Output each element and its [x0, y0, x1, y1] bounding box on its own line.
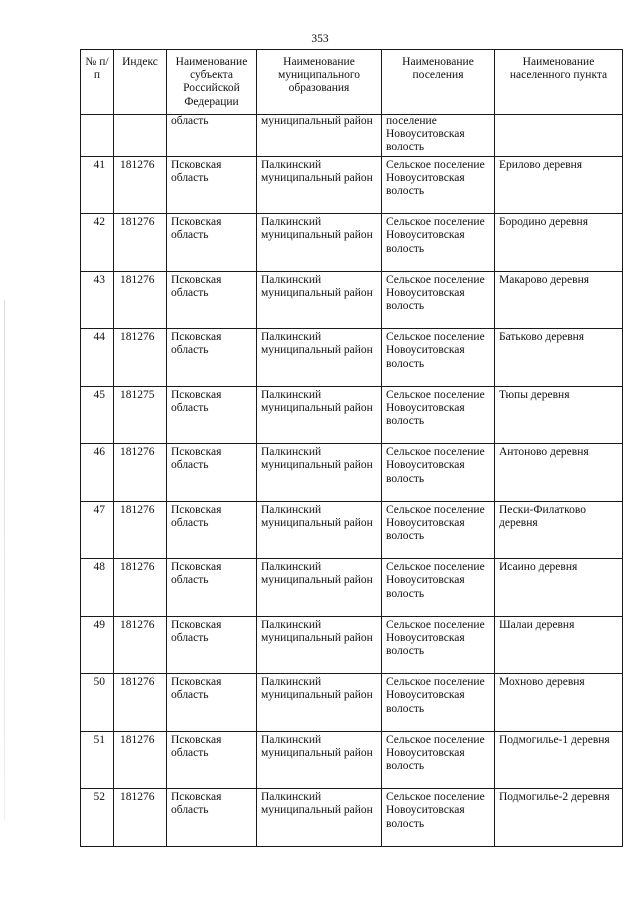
page-number: 353 — [311, 33, 329, 45]
row-locality: Пески-Филатково деревня — [495, 501, 623, 559]
table-row — [81, 271, 623, 329]
cont-index — [114, 115, 167, 157]
localities-table — [80, 49, 623, 847]
row-num: 50 — [81, 674, 114, 732]
row-index: 181275 — [114, 386, 167, 444]
row-locality: Батьково деревня — [495, 329, 623, 387]
cont-num — [81, 115, 114, 157]
row-settlement: Сельское поселение Новоуситовская волость — [382, 444, 495, 502]
row-subject: Псковская область — [167, 386, 257, 444]
row-settlement: Сельское поселение Новоуситовская волость — [382, 156, 495, 214]
row-municipality: Палкинский муниципальный район — [257, 674, 382, 732]
table-row — [81, 559, 623, 617]
row-locality: Исаино деревня — [495, 559, 623, 617]
row-subject: Псковская область — [167, 559, 257, 617]
row-locality: Ерилово деревня — [495, 156, 623, 214]
cont-locality — [495, 115, 623, 157]
row-locality: Мохново деревня — [495, 674, 623, 732]
table-row — [81, 329, 623, 387]
table-header-row — [81, 50, 623, 115]
row-settlement: Сельское поселение Новоуситовская волость — [382, 271, 495, 329]
row-municipality: Палкинский муниципальный район — [257, 501, 382, 559]
row-municipality: Палкинский муниципальный район — [257, 156, 382, 214]
row-num: 45 — [81, 386, 114, 444]
row-municipality: Палкинский муниципальный район — [257, 789, 382, 847]
header-settlement: Наименование поселения — [382, 50, 495, 115]
row-index: 181276 — [114, 444, 167, 502]
row-num: 44 — [81, 329, 114, 387]
row-locality: Подмогилье-2 деревня — [495, 789, 623, 847]
row-settlement: Сельское поселение Новоуситовская волость — [382, 616, 495, 674]
row-settlement: Сельское поселение Новоуситовская волость — [382, 789, 495, 847]
row-num: 52 — [81, 789, 114, 847]
row-settlement: Сельское поселение Новоуситовская волость — [382, 501, 495, 559]
row-municipality: Палкинский муниципальный район — [257, 559, 382, 617]
row-num: 49 — [81, 616, 114, 674]
cont-municipality: муниципальный район — [257, 115, 382, 157]
row-subject: Псковская область — [167, 674, 257, 732]
row-index: 181276 — [114, 156, 167, 214]
row-index: 181276 — [114, 329, 167, 387]
table-row — [81, 731, 623, 789]
row-subject: Псковская область — [167, 329, 257, 387]
row-settlement: Сельское поселение Новоуситовская волость — [382, 386, 495, 444]
row-settlement: Сельское поселение Новоуситовская волость — [382, 329, 495, 387]
table-row — [81, 789, 623, 847]
row-num: 51 — [81, 731, 114, 789]
row-municipality: Палкинский муниципальный район — [257, 271, 382, 329]
row-municipality: Палкинский муниципальный район — [257, 731, 382, 789]
header-index: Индекс — [114, 50, 167, 115]
header-locality: Наименование населенного пункта — [495, 50, 623, 115]
row-locality: Шалаи деревня — [495, 616, 623, 674]
row-num: 48 — [81, 559, 114, 617]
table-row — [81, 386, 623, 444]
row-num: 47 — [81, 501, 114, 559]
row-locality: Антоново деревня — [495, 444, 623, 502]
table-row — [81, 156, 623, 214]
table-row — [81, 214, 623, 272]
row-settlement: Сельское поселение Новоуситовская волость — [382, 559, 495, 617]
table-row — [81, 616, 623, 674]
row-subject: Псковская область — [167, 271, 257, 329]
row-municipality: Палкинский муниципальный район — [257, 616, 382, 674]
row-municipality: Палкинский муниципальный район — [257, 386, 382, 444]
row-index: 181276 — [114, 616, 167, 674]
table-row — [81, 674, 623, 732]
row-locality: Бородино деревня — [495, 214, 623, 272]
row-subject: Псковская область — [167, 501, 257, 559]
row-num: 41 — [81, 156, 114, 214]
table-row — [81, 501, 623, 559]
row-index: 181276 — [114, 559, 167, 617]
row-municipality: Палкинский муниципальный район — [257, 444, 382, 502]
row-num: 42 — [81, 214, 114, 272]
header-num: № п/п — [81, 50, 114, 115]
row-subject: Псковская область — [167, 789, 257, 847]
row-index: 181276 — [114, 271, 167, 329]
cont-subject: область — [167, 115, 257, 157]
row-index: 181276 — [114, 674, 167, 732]
row-index: 181276 — [114, 214, 167, 272]
row-index: 181276 — [114, 789, 167, 847]
row-municipality: Палкинский муниципальный район — [257, 329, 382, 387]
table-row — [81, 444, 623, 502]
row-num: 46 — [81, 444, 114, 502]
row-locality: Макарово деревня — [495, 271, 623, 329]
header-municipality: Наименование муниципального образования — [257, 50, 382, 115]
row-municipality: Палкинский муниципальный район — [257, 214, 382, 272]
row-subject: Псковская область — [167, 731, 257, 789]
row-index: 181276 — [114, 501, 167, 559]
scan-edge-shadow — [4, 300, 5, 820]
row-subject: Псковская область — [167, 214, 257, 272]
continuation-row — [81, 115, 623, 157]
cont-settlement: поселение Новоуситовская волость — [382, 115, 495, 157]
row-index: 181276 — [114, 731, 167, 789]
row-num: 43 — [81, 271, 114, 329]
row-settlement: Сельское поселение Новоуситовская волость — [382, 214, 495, 272]
row-subject: Псковская область — [167, 616, 257, 674]
row-locality: Тюпы деревня — [495, 386, 623, 444]
row-settlement: Сельское поселение Новоуситовская волость — [382, 674, 495, 732]
row-subject: Псковская область — [167, 156, 257, 214]
row-locality: Подмогилье-1 деревня — [495, 731, 623, 789]
row-subject: Псковская область — [167, 444, 257, 502]
header-subject: Наименование субъекта Российской Федерации — [167, 50, 257, 115]
row-settlement: Сельское поселение Новоуситовская волость — [382, 731, 495, 789]
